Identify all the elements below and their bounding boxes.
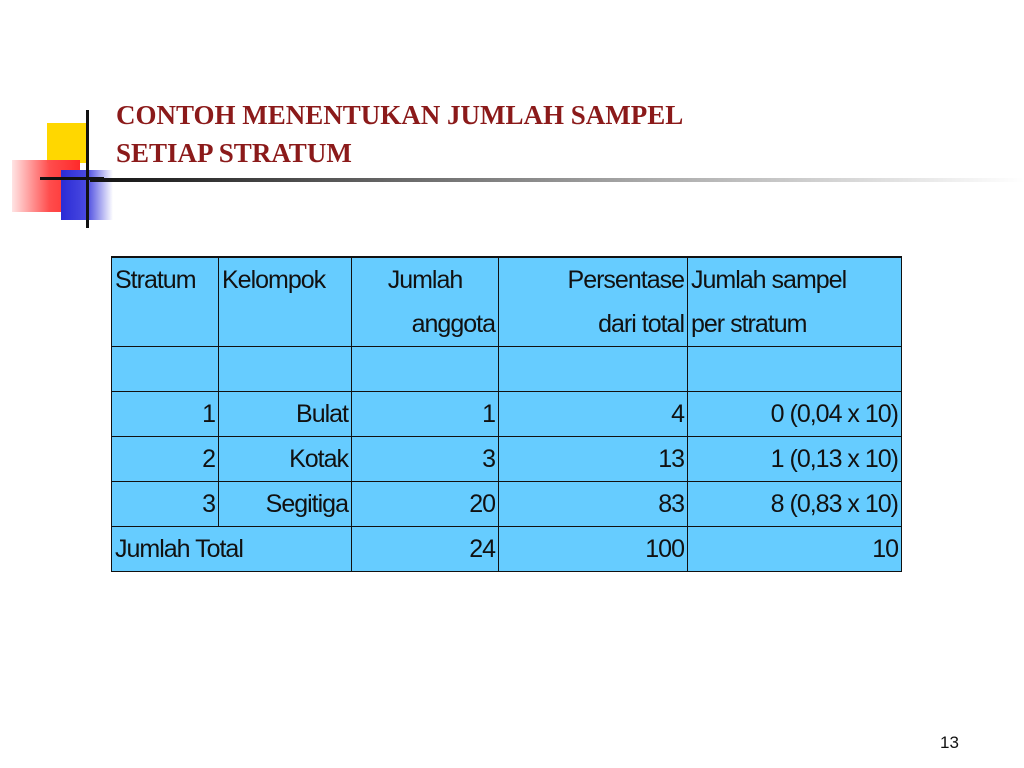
table-header-row-1 bbox=[112, 257, 902, 302]
cell-stratum: 2 bbox=[112, 437, 219, 482]
cell-persentase: 83 bbox=[499, 482, 688, 527]
cell-jumlah-anggota: 1 bbox=[352, 392, 499, 437]
total-label: Jumlah Total bbox=[112, 527, 352, 572]
table-row bbox=[112, 482, 902, 527]
slide-title bbox=[116, 96, 876, 172]
cell-stratum: 1 bbox=[112, 392, 219, 437]
table-cell bbox=[352, 347, 499, 392]
cell-jumlah-sampel: 8 (0,83 x 10) bbox=[688, 482, 902, 527]
header2-per-stratum: per stratum bbox=[688, 302, 902, 347]
yellow-square-decoration bbox=[47, 123, 87, 163]
total-sampel: 10 bbox=[688, 527, 902, 572]
table-row bbox=[112, 392, 902, 437]
table-row bbox=[112, 437, 902, 482]
cell-kelompok: Segitiga bbox=[219, 482, 352, 527]
cell-stratum: 3 bbox=[112, 482, 219, 527]
cell-kelompok: Bulat bbox=[219, 392, 352, 437]
cell-kelompok: Kotak bbox=[219, 437, 352, 482]
table-cell bbox=[688, 347, 902, 392]
stratum-sample-table bbox=[111, 256, 902, 572]
header-kelompok: Kelompok bbox=[219, 257, 352, 302]
page-number: 13 bbox=[940, 733, 959, 752]
table-total-row bbox=[112, 527, 902, 572]
slide-title-line1: CONTOH MENENTUKAN JUMLAH SAMPEL bbox=[116, 100, 684, 130]
cell-jumlah-sampel: 0 (0,04 x 10) bbox=[688, 392, 902, 437]
total-anggota: 24 bbox=[352, 527, 499, 572]
table-cell bbox=[112, 347, 219, 392]
title-underline bbox=[90, 178, 1024, 182]
header-stratum: Stratum bbox=[112, 257, 219, 302]
header2-dari-total: dari total bbox=[499, 302, 688, 347]
cell-persentase: 4 bbox=[499, 392, 688, 437]
header-persentase: Persentase bbox=[499, 257, 688, 302]
header2-stratum bbox=[112, 302, 219, 347]
header-jumlah-sampel: Jumlah sampel bbox=[688, 257, 902, 302]
total-persentase: 100 bbox=[499, 527, 688, 572]
table-spacer-row bbox=[112, 347, 902, 392]
cell-jumlah-anggota: 3 bbox=[352, 437, 499, 482]
table-cell bbox=[499, 347, 688, 392]
cell-persentase: 13 bbox=[499, 437, 688, 482]
cell-jumlah-anggota: 20 bbox=[352, 482, 499, 527]
header-jumlah: Jumlah bbox=[352, 257, 499, 302]
header2-kelompok bbox=[219, 302, 352, 347]
table-cell bbox=[219, 347, 352, 392]
header2-anggota: anggota bbox=[352, 302, 499, 347]
table-header-row-2 bbox=[112, 302, 902, 347]
vertical-line-decoration bbox=[86, 110, 89, 228]
cell-jumlah-sampel: 1 (0,13 x 10) bbox=[688, 437, 902, 482]
slide-title-line2: SETIAP STRATUM bbox=[116, 138, 352, 168]
